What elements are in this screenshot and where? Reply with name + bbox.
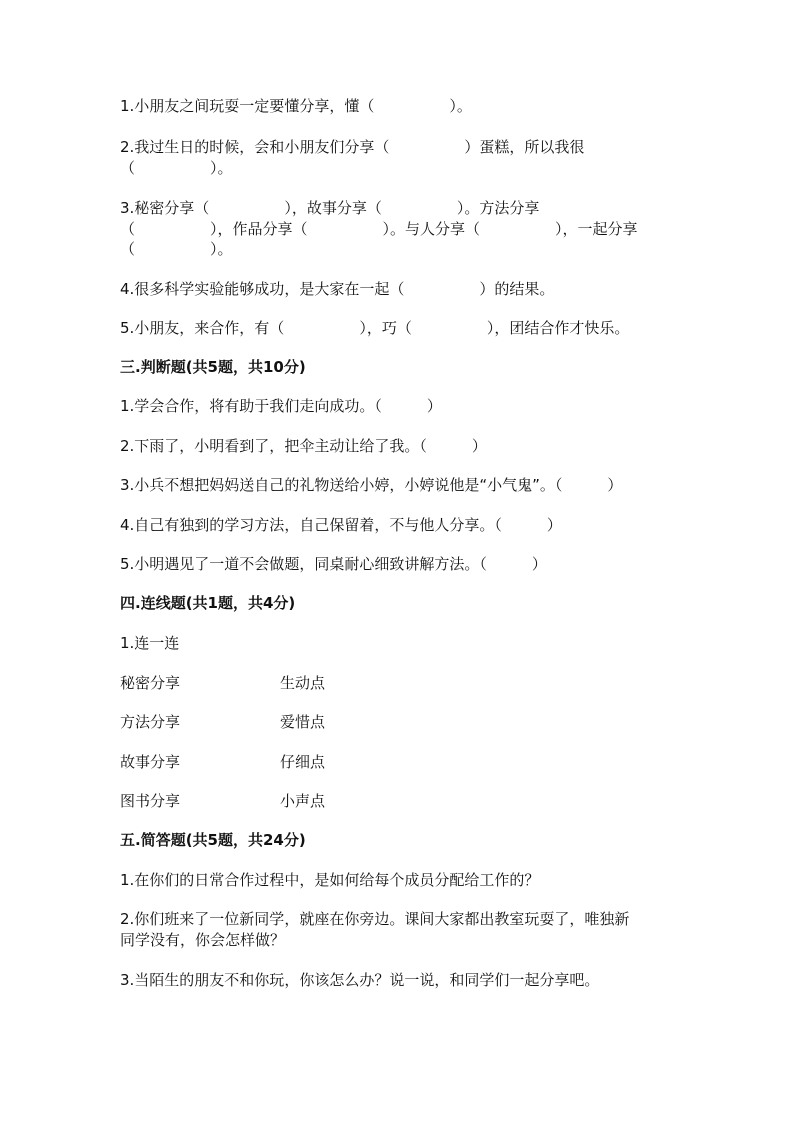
matching-left-item: 方法分享: [120, 713, 181, 731]
judgment-q1: 1.学会合作，将有助于我们走向成功。（ ）: [120, 397, 442, 415]
matching-heading: 四.连线题(共1题，共4分): [120, 594, 296, 612]
judgment-q3: 3.小兵不想把妈妈送自己的礼物送给小婷，小婷说他是“小气鬼”。（ ）: [120, 476, 623, 494]
short-answer-q3: 3.当陌生的朋友不和你玩，你该怎么办？说一说，和同学们一起分享吧。: [120, 971, 600, 989]
matching-right-item: 生动点: [280, 674, 326, 692]
matching-left-item: 图书分享: [120, 792, 181, 810]
matching-q1: 1.连一连: [120, 634, 180, 652]
short-answer-heading: 五.简答题(共5题，共24分): [120, 831, 306, 849]
matching-left-item: 秘密分享: [120, 674, 181, 692]
short-answer-q1: 1.在你们的日常合作过程中，是如何给每个成员分配给工作的？: [120, 871, 540, 889]
short-answer-q2-line1: 2.你们班来了一位新同学，就座在你旁边。课间大家都出教室玩耍了，唯独新: [120, 910, 630, 928]
matching-right-item: 爱惜点: [280, 713, 326, 731]
judgment-heading: 三.判断题(共5题，共10分): [120, 358, 306, 376]
matching-right-item: 小声点: [280, 792, 326, 810]
judgment-q2: 2.下雨了，小明看到了，把伞主动让给了我。（ ）: [120, 437, 487, 455]
fill-blank-q3-line1: 3.秘密分享（ ），故事分享（ ）。方法分享: [120, 199, 540, 217]
short-answer-q2-line2: 同学没有，你会怎样做？: [120, 931, 286, 949]
fill-blank-q5: 5.小朋友，来合作，有（ ），巧（ ），团结合作才快乐。: [120, 319, 630, 337]
fill-blank-q2-line1: 2.我过生日的时候，会和小朋友们分享（ ）蛋糕，所以我很: [120, 138, 585, 156]
fill-blank-q2-line2: （ ）。: [120, 159, 233, 177]
judgment-q5: 5.小明遇见了一道不会做题，同桌耐心细致讲解方法。（ ）: [120, 555, 547, 573]
matching-left-item: 故事分享: [120, 753, 181, 771]
fill-blank-q4: 4.很多科学实验能够成功，是大家在一起（ ）的结果。: [120, 280, 555, 298]
fill-blank-q1: 1.小朋友之间玩耍一定要懂分享，懂（ ）。: [120, 97, 472, 115]
fill-blank-q3-line3: （ ）。: [120, 240, 233, 258]
fill-blank-q3-line2: （ ），作品分享（ ）。与人分享（ ），一起分享: [120, 220, 638, 238]
matching-right-item: 仔细点: [280, 753, 326, 771]
judgment-q4: 4.自己有独到的学习方法，自己保留着，不与他人分享。（ ）: [120, 516, 562, 534]
